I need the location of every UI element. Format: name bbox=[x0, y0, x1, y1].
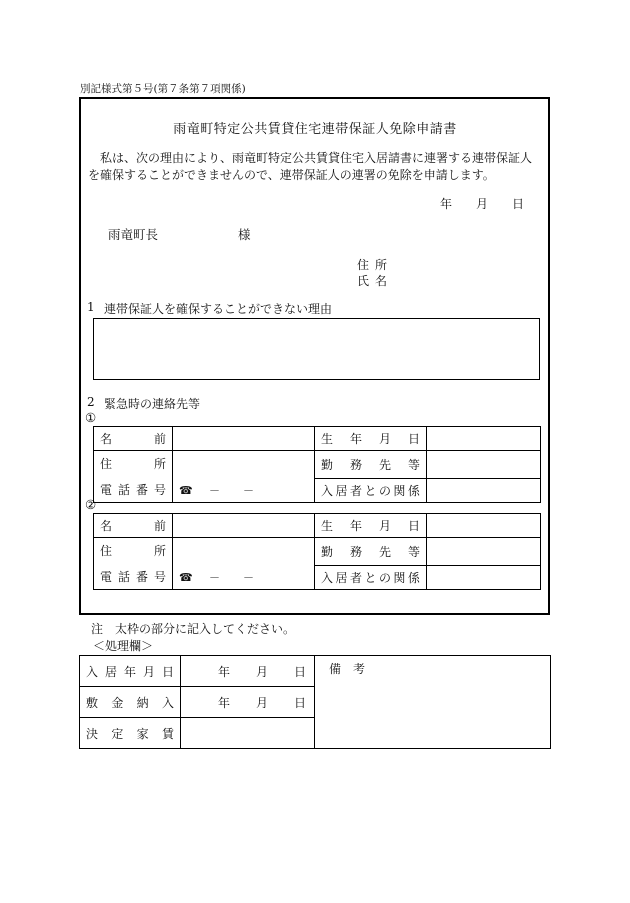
contact-2-relation-field[interactable] bbox=[427, 565, 541, 589]
remarks-cell[interactable] bbox=[315, 656, 551, 749]
contact-1-phone-field[interactable]: ☎ － － bbox=[173, 478, 315, 502]
section2-number: 2 bbox=[87, 395, 95, 409]
contact-1-table bbox=[93, 426, 541, 503]
contact-2-phone-field[interactable]: ☎ － － bbox=[173, 565, 315, 589]
contact-1-relation-label: 入 居 者 と の 関 係 bbox=[315, 478, 427, 502]
remarks-label: 備 考 bbox=[329, 662, 366, 676]
processing-table bbox=[79, 655, 551, 749]
date-month-label: 月 bbox=[476, 197, 489, 211]
addressee-honorific: 様 bbox=[238, 227, 251, 242]
section1-number: 1 bbox=[87, 300, 95, 314]
phone-icon: ☎ bbox=[179, 483, 193, 497]
applicant-address-label: 住所 bbox=[357, 258, 394, 272]
contact-2-address-field[interactable] bbox=[173, 538, 315, 566]
contact-1-birth-field[interactable] bbox=[427, 427, 541, 451]
section2-heading: 緊急時の連絡先等 bbox=[104, 397, 201, 411]
contact-2-address-label: 住 所 bbox=[94, 538, 173, 566]
rent-field[interactable] bbox=[181, 718, 315, 749]
move-in-date-field[interactable]: 年 月 日 bbox=[181, 656, 315, 687]
contact-2-birth-field[interactable] bbox=[427, 514, 541, 538]
form-reference: 別記様式第５号(第７条第７項関係) bbox=[80, 83, 246, 95]
contact-1-phone-label: 電 話 番 号 bbox=[94, 478, 173, 502]
contact-2-table bbox=[93, 513, 541, 590]
form-title: 雨竜町特定公共賃貸住宅連帯保証人免除申請書 bbox=[173, 122, 457, 137]
contact-2-name-field[interactable] bbox=[173, 514, 315, 538]
contact-1-marker: ① bbox=[85, 410, 97, 425]
contact-1-relation-field[interactable] bbox=[427, 478, 541, 502]
reason-input-box[interactable] bbox=[93, 318, 540, 380]
request-statement: 私は、次の理由により、雨竜町特定公共賃貸住宅入居請書に連署する連帯保証人を確保することができませんので、連帯保証人の連署の免除を申請します。 bbox=[88, 151, 533, 182]
contact-1-address-field[interactable] bbox=[173, 451, 315, 479]
applicant-name-label: 氏名 bbox=[357, 274, 394, 288]
deposit-label: 敷 金 納 入 bbox=[80, 687, 181, 718]
date-day-label: 日 bbox=[512, 197, 525, 211]
section1-heading: 連帯保証人を確保することができない理由 bbox=[104, 302, 333, 316]
rent-label: 決 定 家 賃 bbox=[80, 718, 181, 749]
contact-2-marker: ② bbox=[85, 497, 97, 512]
move-in-date-label: 入 居 年 月 日 bbox=[80, 656, 181, 687]
contact-2-phone-label: 電 話 番 号 bbox=[94, 565, 173, 589]
deposit-date-field[interactable]: 年 月 日 bbox=[181, 687, 315, 718]
contact-2-relation-label: 入 居 者 と の 関 係 bbox=[315, 565, 427, 589]
contact-1-workplace-label: 勤 務 先 等 bbox=[315, 451, 427, 479]
addressee-name: 雨竜町長 bbox=[108, 227, 159, 242]
contact-1-birth-label: 生 年 月 日 bbox=[315, 427, 427, 451]
contact-2-name-label: 名 前 bbox=[94, 514, 173, 538]
contact-2-workplace-label: 勤 務 先 等 bbox=[315, 538, 427, 566]
fill-in-note: 注 太枠の部分に記入してください。 bbox=[91, 622, 296, 636]
contact-1-name-field[interactable] bbox=[173, 427, 315, 451]
date-year-label: 年 bbox=[440, 197, 453, 211]
phone-icon: ☎ bbox=[179, 570, 193, 584]
contact-1-name-label: 名 前 bbox=[94, 427, 173, 451]
contact-2-birth-label: 生 年 月 日 bbox=[315, 514, 427, 538]
processing-section-title: ＜処理欄＞ bbox=[93, 639, 154, 653]
contact-1-address-label: 住 所 bbox=[94, 451, 173, 479]
contact-1-workplace-field[interactable] bbox=[427, 451, 541, 479]
contact-2-workplace-field[interactable] bbox=[427, 538, 541, 566]
